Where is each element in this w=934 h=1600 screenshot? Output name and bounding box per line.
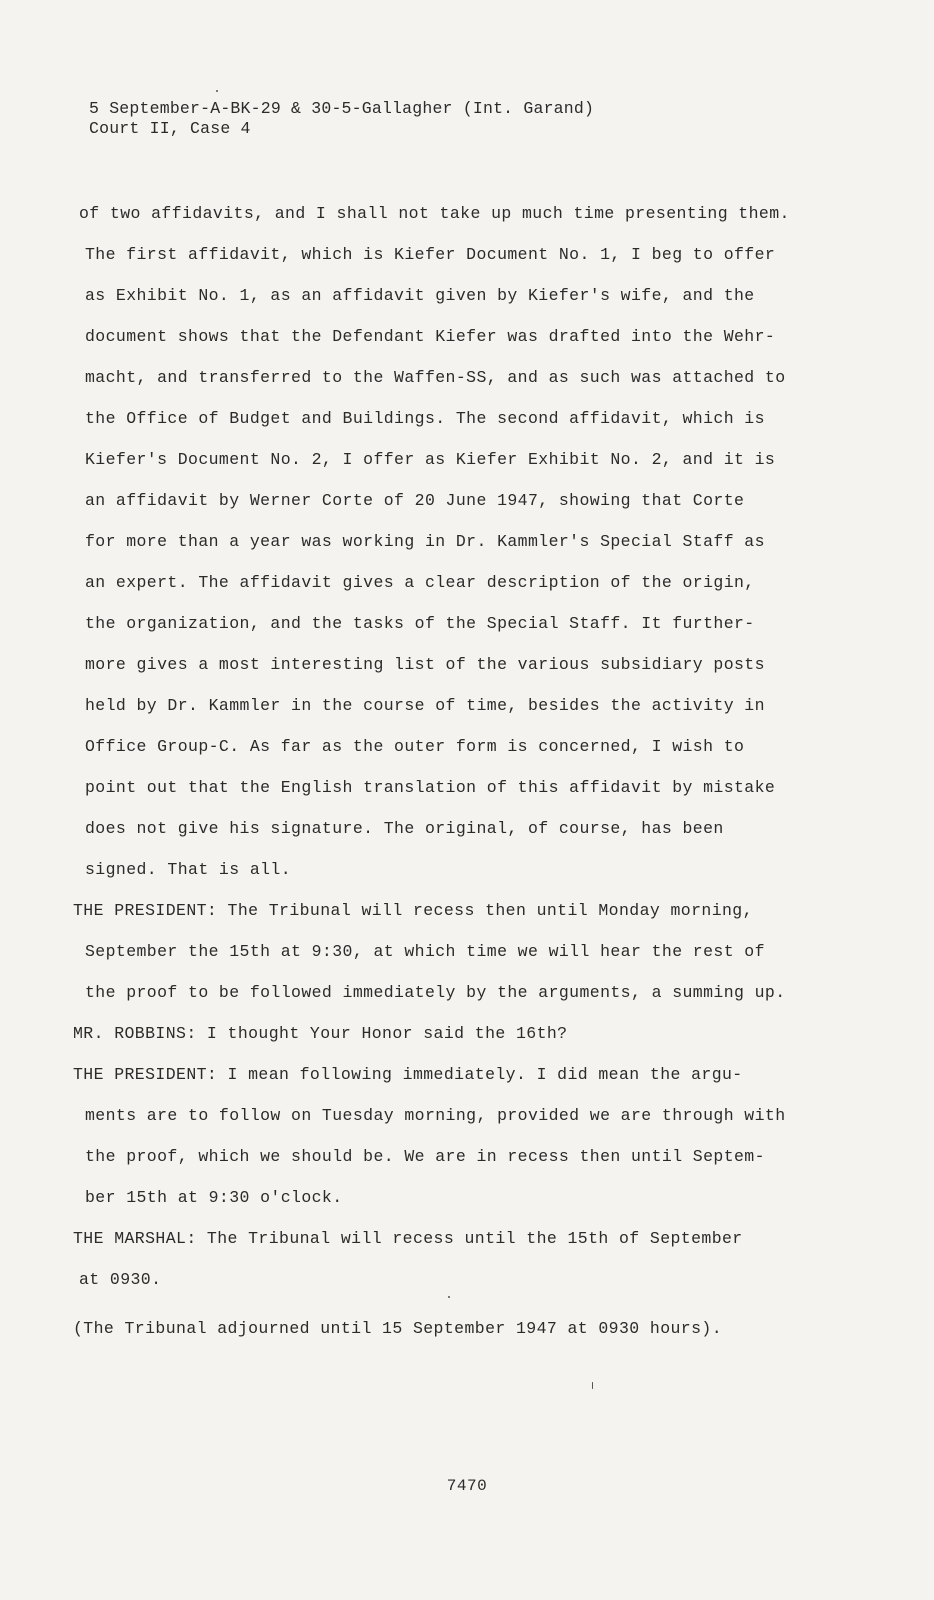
transcript-line: for more than a year was working in Dr. Kammler's Special Staff as [85, 532, 765, 551]
paper-speck [448, 1296, 450, 1298]
speaker-president-line: THE PRESIDENT: The Tribunal will recess then until Monday morning, [73, 901, 753, 920]
header-court-line: Court II, Case 4 [89, 119, 251, 138]
transcript-line: held by Dr. Kammler in the course of time, besides the activity in [85, 696, 765, 715]
transcript-line: Kiefer's Document No. 2, I offer as Kiefer Exhibit No. 2, and it is [85, 450, 776, 469]
document-header [89, 99, 594, 139]
transcript-line: point out that the English translation of this affidavit by mistake [85, 778, 776, 797]
paper-speck [592, 1382, 593, 1389]
transcript-line: an expert. The affidavit gives a clear description of the origin, [85, 573, 755, 592]
transcript-line: The first affidavit, which is Kiefer Document No. 1, I beg to offer [85, 245, 776, 264]
transcript-line: ber 15th at 9:30 o'clock. [85, 1188, 343, 1207]
transcript-line: macht, and transferred to the Waffen-SS, and as such was attached to [85, 368, 786, 387]
transcript-line: the organization, and the tasks of the Special Staff. It further- [85, 614, 755, 633]
adjournment-note: (The Tribunal adjourned until 15 September 1947 at 0930 hours). [73, 1319, 723, 1338]
transcript-line: document shows that the Defendant Kiefer was drafted into the Wehr- [85, 327, 776, 346]
transcript-line: as Exhibit No. 1, as an affidavit given by Kiefer's wife, and the [85, 286, 755, 305]
transcript-line: September the 15th at 9:30, at which time we will hear the rest of [85, 942, 765, 961]
transcript-line: of two affidavits, and I shall not take up much time presenting them. [79, 204, 790, 223]
transcript-line: Office Group-C. As far as the outer form is concerned, I wish to [85, 737, 745, 756]
speaker-marshal-line: THE MARSHAL: The Tribunal will recess until the 15th of September [73, 1229, 743, 1248]
transcript-line: an affidavit by Werner Corte of 20 June 1947, showing that Corte [85, 491, 745, 510]
transcript-line: the Office of Budget and Buildings. The second affidavit, which is [85, 409, 765, 428]
transcript-line: at 0930. [79, 1270, 162, 1289]
page-number: 7470 [446, 1477, 488, 1495]
transcript-line: signed. That is all. [85, 860, 292, 879]
speaker-president-line: THE PRESIDENT: I mean following immediately. I did mean the argu- [73, 1065, 743, 1084]
paper-speck [216, 90, 218, 92]
speaker-robbins-line: MR. ROBBINS: I thought Your Honor said the 16th? [73, 1024, 568, 1043]
transcript-line: does not give his signature. The original, of course, has been [85, 819, 724, 838]
transcript-line: ments are to follow on Tuesday morning, provided we are through with [85, 1106, 786, 1125]
header-session-line: 5 September-A-BK-29 & 30-5-Gallagher (Int. Garand) [89, 99, 595, 118]
transcript-line: the proof, which we should be. We are in recess then until Septem- [85, 1147, 765, 1166]
transcript-line: the proof to be followed immediately by the arguments, a summing up. [85, 983, 786, 1002]
transcript-line: more gives a most interesting list of the various subsidiary posts [85, 655, 765, 674]
